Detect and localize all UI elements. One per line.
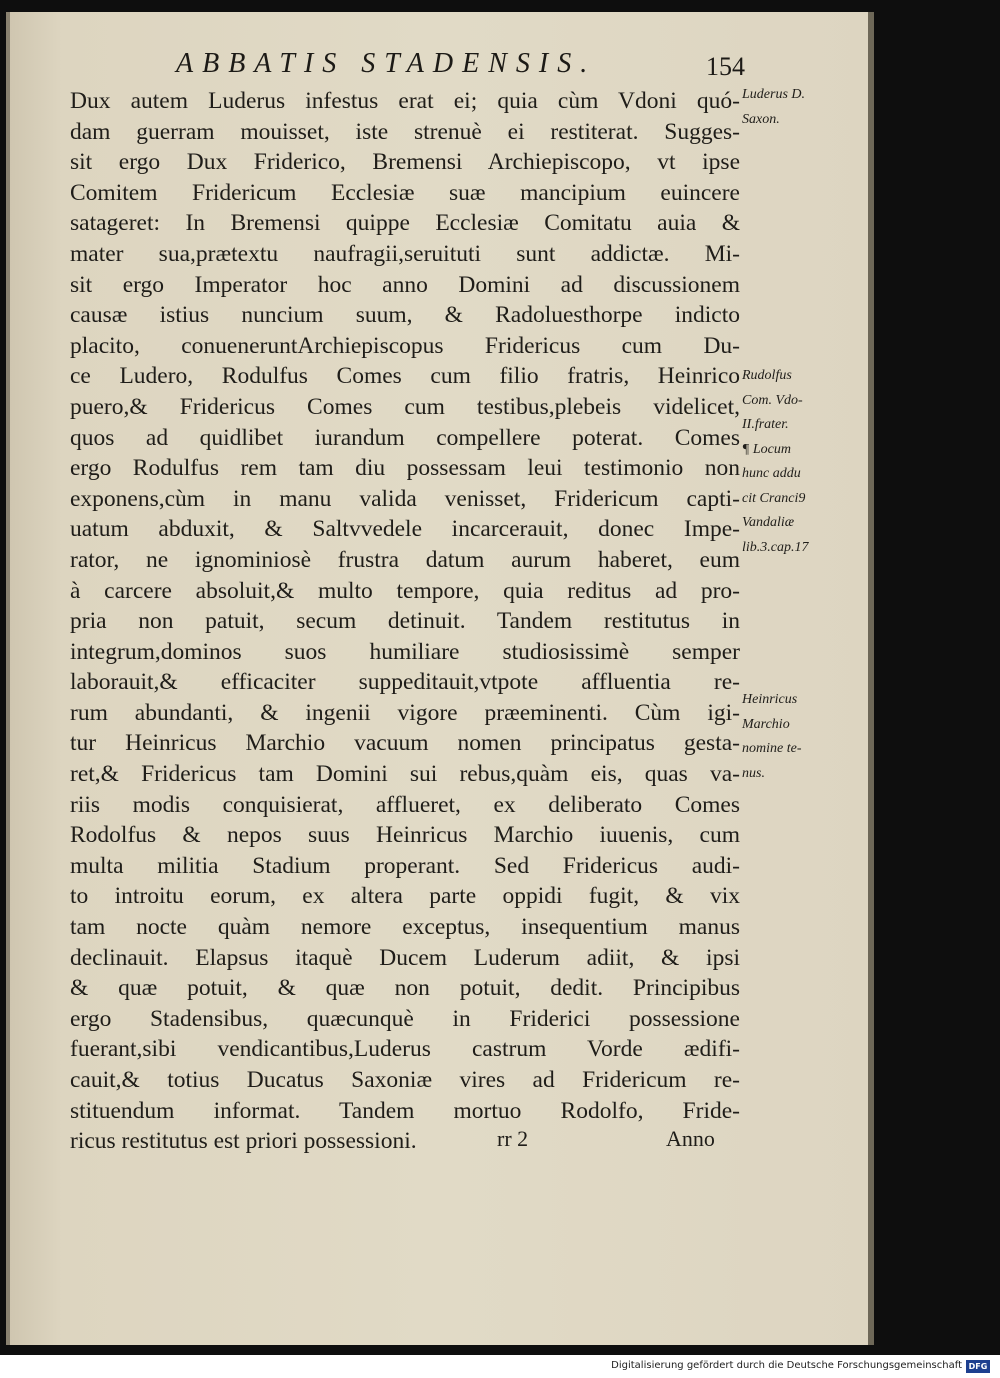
text-line: uatum abduxit, & Saltvvedele incarcerauit, donec Impe- [70, 516, 740, 543]
dfg-logo: DFG [966, 1360, 990, 1373]
margin-note-line: Marchio [742, 716, 790, 732]
text-line: puero,& Fridericus Comes cum testibus,plebeis videlicet, [70, 393, 740, 420]
margin-note-line: Vandaliæ [742, 515, 795, 530]
text-line: stituendum informat. Tandem mortuo Rodolfo, Fride- [70, 1097, 740, 1124]
text-line: Dux autem Luderus infestus erat ei; quia cùm Vdoni quó- [70, 88, 740, 114]
margin-note-line: Saxon. [742, 111, 780, 127]
funding-credit: Digitalisierung gefördert durch die Deutsche Forschungsgemeinschaft [611, 1360, 962, 1371]
body-text [70, 86, 740, 1157]
margin-note-line: nus. [742, 765, 765, 781]
page-edge [868, 12, 874, 1345]
margin-note-line: lib.3.cap.17 [742, 539, 809, 555]
text-line: satageret: In Bremensi quippe Ecclesiæ Comitatu auia & [70, 210, 740, 237]
text-line: Rodolfus & nepos suus Heinricus Marchio iuuenis, cum [70, 822, 740, 849]
margin-note-line: Rudolfus [742, 368, 792, 383]
text-line: sit ergo Dux Friderico, Bremensi Archiepiscopo, vt ipse [70, 149, 740, 176]
margin-note-luderus [742, 83, 862, 132]
text-line: declinauit. Elapsus itaquè Ducem Luderum adiit, & ipsi [70, 944, 740, 971]
text-line: ergo Stadensibus, quæcunquè in Friderici possessione [70, 1005, 740, 1032]
text-line: ret,& Fridericus tam Domini sui rebus,quàm eis, quas va- [70, 761, 740, 788]
text-line: pria non patuit, secum detinuit. Tandem restitutus in [70, 608, 740, 635]
signature-mark: rr 2 [497, 1126, 529, 1151]
text-line: tur Heinricus Marchio vacuum nomen principatus gesta- [70, 730, 740, 757]
margin-note-line: ¶ Locum [742, 441, 791, 457]
text-line: & quæ potuit, & quæ non potuit, dedit. Principibus [70, 975, 740, 1002]
text-line: rator, ne ignominiosè frustra datum aurum haberet, eum [70, 546, 740, 573]
margin-note-heinricus [742, 688, 862, 786]
text-line: rum abundanti, & ingenii vigore præeminenti. Cùm igi- [70, 699, 740, 726]
text-line: tam nocte quàm nemore exceptus, insequentium manus [70, 914, 740, 941]
text-line: quos ad quidlibet iurandum compellere poterat. Comes [70, 424, 740, 451]
text-line: Comitem Fridericum Ecclesiæ suæ mancipium euincere [70, 179, 740, 206]
text-line: placito, conueneruntArchiepiscopus Fridericus cum Du- [70, 332, 740, 359]
text-line: dam guerram mouisset, iste strenuè ei restiterat. Sugges- [70, 118, 740, 145]
text-line: ce Ludero, Rodulfus Comes cum filio fratris, Heinrico [70, 363, 740, 390]
text-line: laborauit,& efficaciter suppeditauit,vtpote affluentia re- [70, 669, 740, 696]
running-head: ABBATIS STADENSIS. [176, 48, 597, 79]
text-line: ricus restitutus est priori possessioni. [70, 1128, 417, 1155]
text-line: multa militia Stadium properant. Sed Fridericus audi- [70, 852, 740, 879]
text-line: exponens,cùm in manu valida venisset, Fridericum capti- [70, 485, 740, 512]
page-number: 154 [706, 52, 745, 81]
margin-note-line: Luderus D. [742, 87, 806, 102]
digitization-footer [0, 1355, 1000, 1378]
margin-note-line: II.frater. [742, 417, 789, 432]
margin-note-line: Com. Vdo- [742, 392, 803, 408]
margin-note-line: nomine te- [742, 741, 802, 756]
text-line: fuerant,sibi vendicantibus,Luderus castrum Vorde ædifi- [70, 1036, 740, 1063]
text-line: to introitu eorum, ex altera parte oppidi fugit, & vix [70, 883, 740, 910]
text-line: ergo Rodulfus rem tam diu possessam leui testimonio non [70, 455, 740, 482]
text-line: riis modis conquisierat, afflueret, ex deliberato Comes [70, 791, 740, 818]
text-line: à carcere absoluit,& multo tempore, quia reditus ad pro- [70, 577, 740, 604]
margin-note-line: Heinricus [742, 692, 798, 707]
text-line: sit ergo Imperator hoc anno Domini ad discussionem [70, 271, 740, 298]
margin-note-rudolfus [742, 364, 862, 560]
text-line: causæ istius nuncium suum, & Radoluesthorpe indicto [70, 302, 740, 329]
catchword: Anno [666, 1126, 715, 1151]
text-line: mater sua,prætextu naufragii,seruituti sunt addictæ. Mi- [70, 240, 740, 267]
margin-note-line: cit Cranci9 [742, 490, 806, 506]
margin-note-line: hunc addu [742, 466, 801, 481]
text-line: cauit,& totius Ducatus Saxoniæ vires ad Fridericum re- [70, 1067, 740, 1093]
text-line: integrum,dominos suos humiliare studiosissimè semper [70, 638, 740, 665]
